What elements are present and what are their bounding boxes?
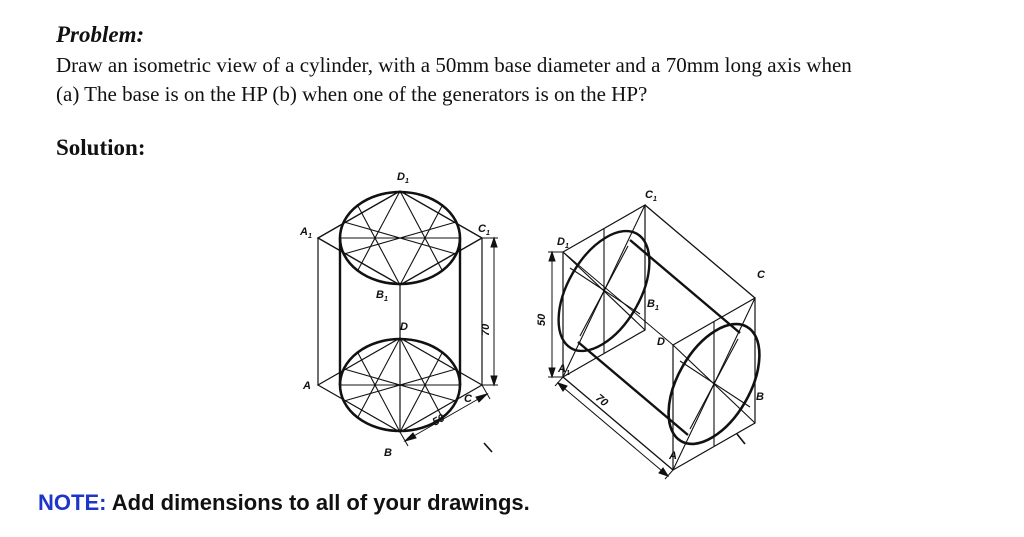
label-a-d: D	[400, 321, 408, 333]
label-a-b1: $B_1$	[376, 289, 388, 303]
problem-heading: Problem:	[56, 22, 145, 47]
note-label: NOTE:	[38, 490, 107, 515]
label-a-d1: $D_1$	[397, 171, 409, 185]
figure-b-back-construction	[563, 205, 645, 377]
label-a-c: C	[464, 393, 472, 405]
label-a-b: B	[384, 447, 392, 459]
label-a-c1: $C_1$	[478, 223, 490, 237]
label-b-b: B	[756, 391, 764, 403]
problem-line-1: Draw an isometric view of a cylinder, with a 50mm base diameter and a 70mm long axis when	[56, 53, 852, 77]
label-a-a1: $A_1$	[300, 226, 312, 240]
label-b-c1: $C_1$	[645, 189, 657, 203]
figure-b-height-value: 50	[536, 313, 548, 326]
label-b-d1: $D_1$	[557, 236, 569, 250]
figure-b-height-dimension	[548, 252, 563, 377]
figure-a-base-value: 50	[430, 412, 448, 429]
figure-a-labels	[299, 171, 492, 459]
solution-heading: Solution:	[56, 135, 146, 160]
problem-line-2: (a) The base is on the HP (b) when one of the generators is on the HP?	[56, 82, 648, 106]
figure-a-height-value: 70	[480, 323, 492, 336]
figure-b-length-dimension	[555, 377, 673, 479]
figure-b-length-value: 70	[593, 392, 611, 410]
note-text: Add dimensions to all of your drawings.	[111, 490, 530, 515]
figure-a-height-dimension	[482, 238, 498, 385]
label-b-d: D	[657, 336, 665, 348]
figure-a-cylinder-vertical	[318, 191, 498, 452]
label-b-a: A	[669, 450, 677, 462]
label-b-b1: $B_1$	[647, 298, 659, 312]
label-b-a1: $A_1$	[558, 363, 570, 377]
label-a-a: A	[303, 380, 311, 392]
label-b-c: C	[757, 269, 765, 281]
note	[38, 490, 530, 516]
figure-b-front-construction	[673, 298, 755, 470]
